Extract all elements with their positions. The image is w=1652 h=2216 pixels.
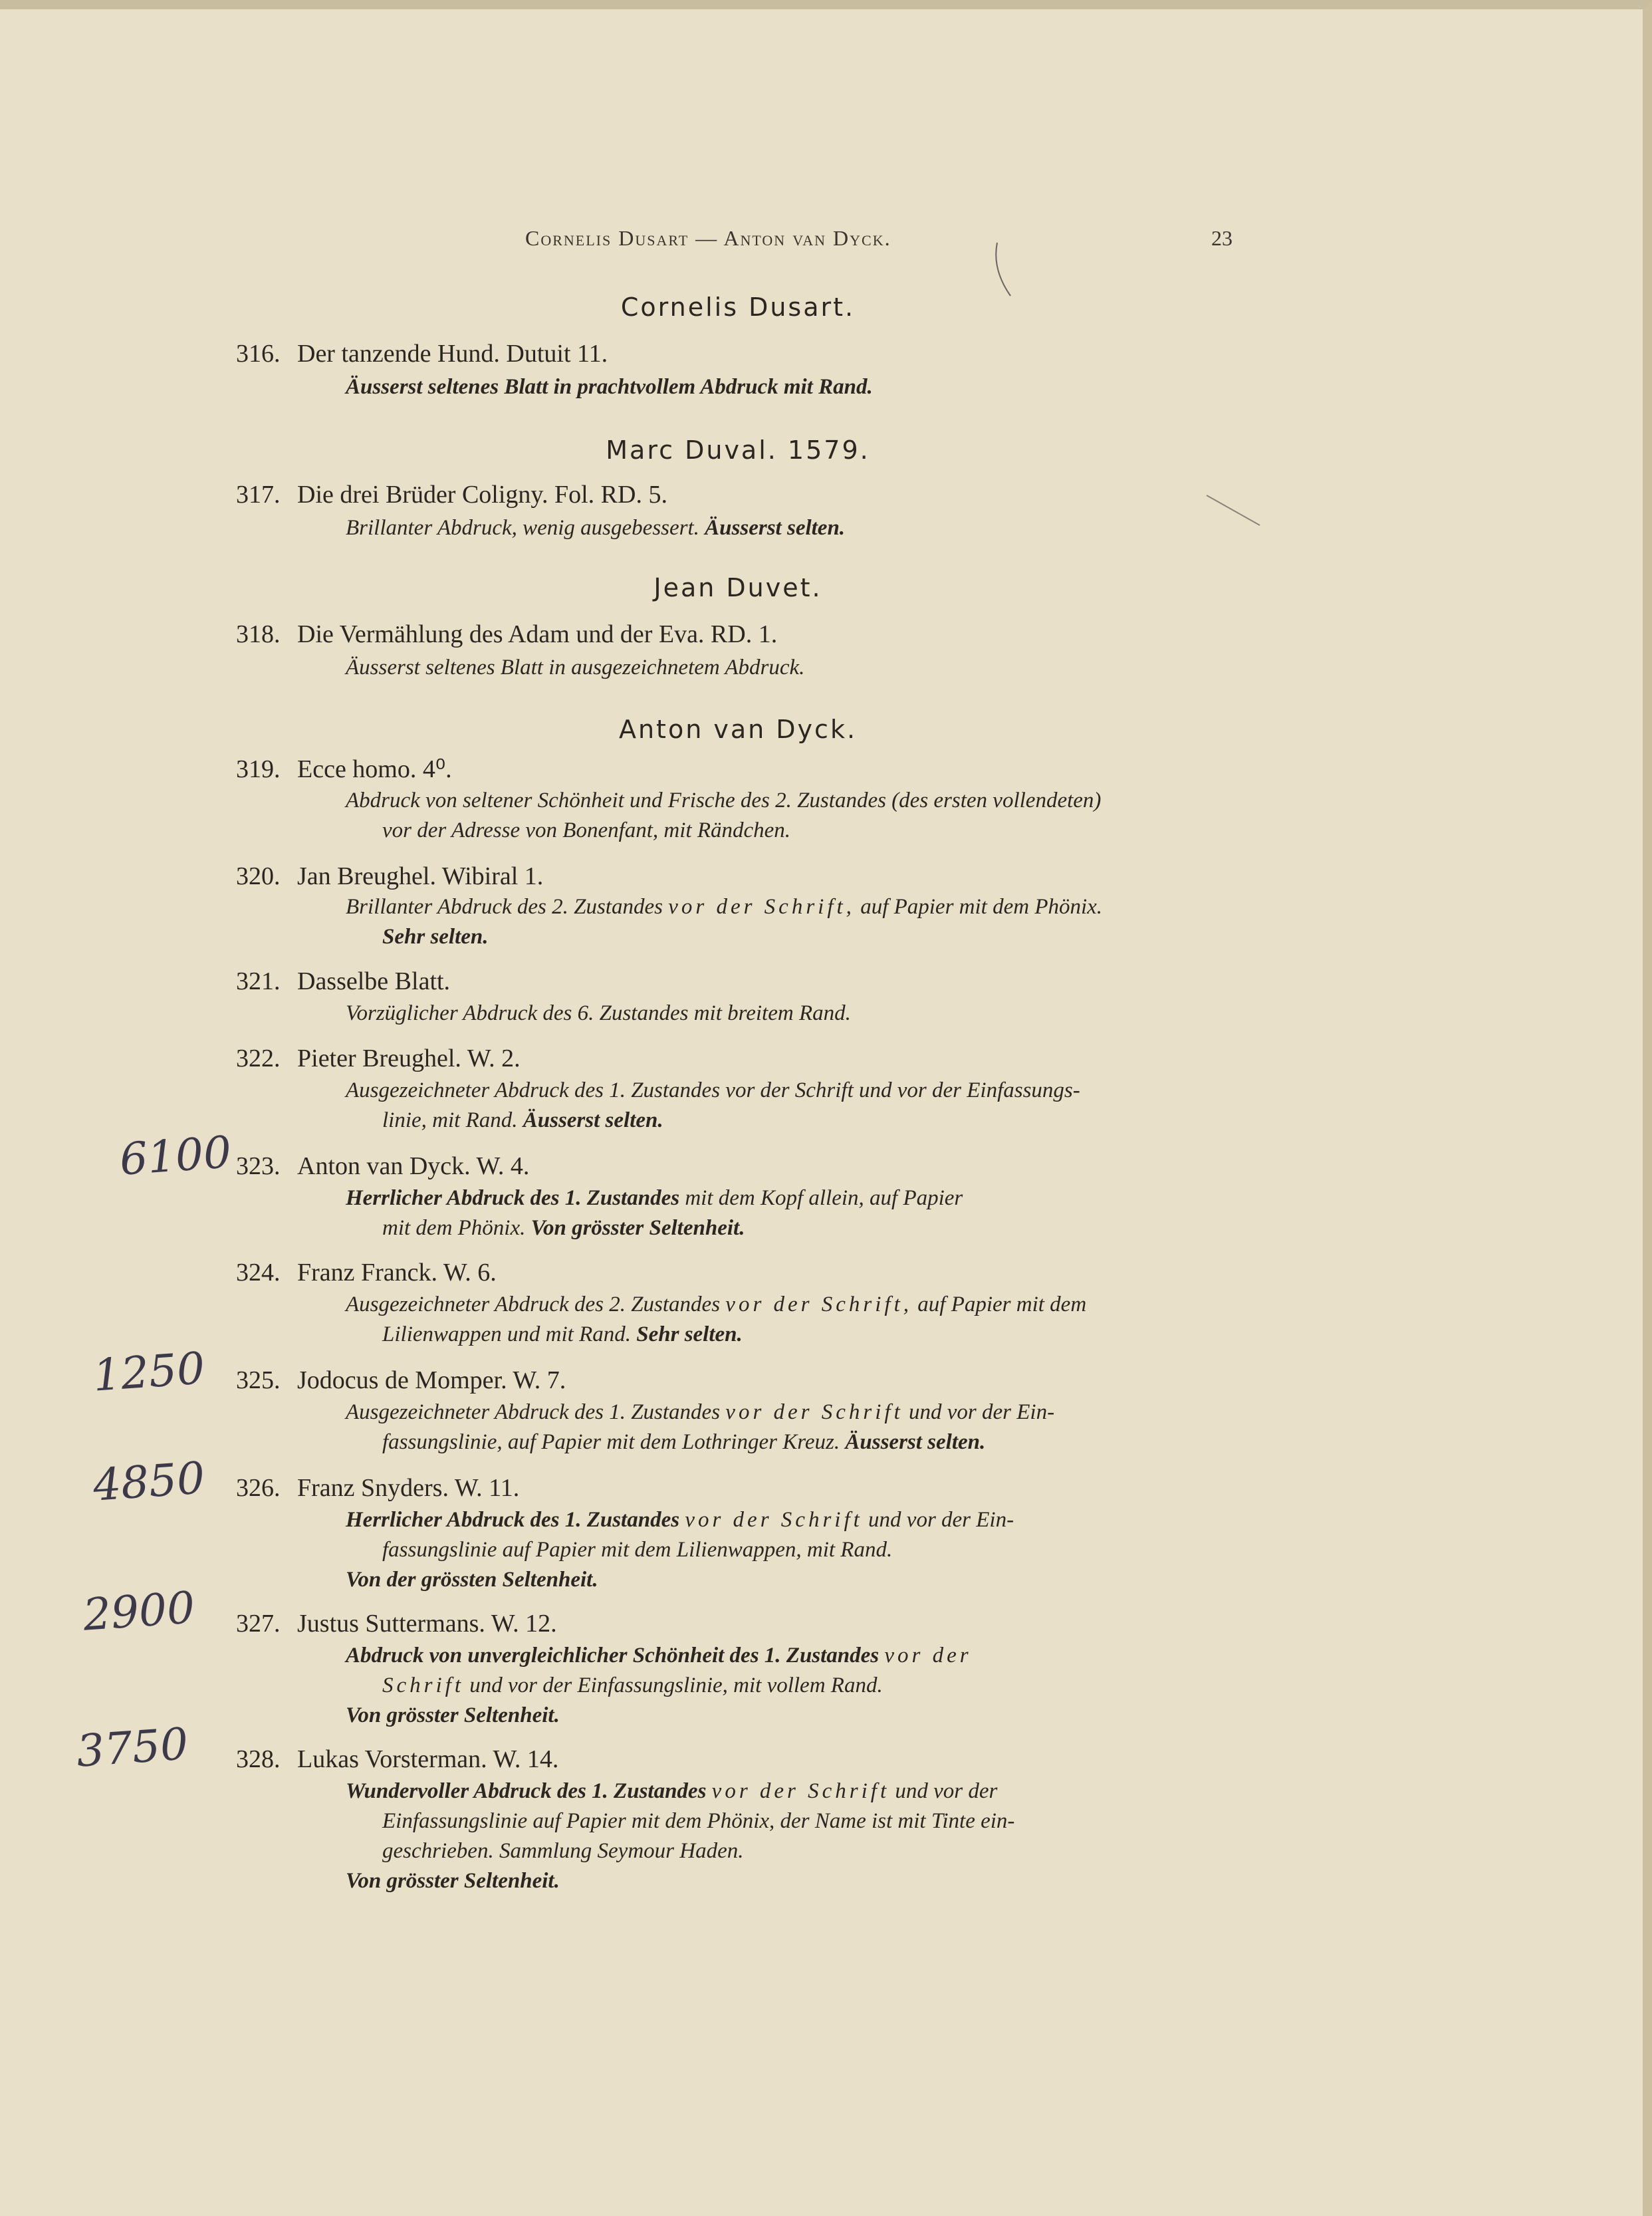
- entry-title: Justus Suttermans. W. 12.: [297, 1610, 557, 1638]
- desc-line: geschrieben. Sammlung Seymour Haden.: [382, 1839, 744, 1863]
- pencil-stroke-mark: [991, 239, 1017, 299]
- desc-line: fassungslinie auf Papier mit dem Lilienwappen, mit Rand.: [382, 1538, 893, 1562]
- desc-spaced: vor der Schrift: [725, 1400, 903, 1424]
- entry-number: 322.: [236, 1045, 281, 1072]
- entry-number: 317.: [236, 481, 281, 509]
- desc-line: Ausgezeichneter Abdruck des 1. Zustandes vor der Schrift und vor der Einfassungs-: [346, 1078, 1080, 1102]
- entry-323-title: [236, 1152, 529, 1181]
- desc-line-wrap: [346, 1671, 1237, 1701]
- desc-line: und vor der: [895, 1779, 998, 1803]
- entry-322-title: [236, 1044, 521, 1073]
- entry-number: 320.: [236, 862, 281, 890]
- entry-title: Ecce homo. 4⁰.: [297, 755, 452, 783]
- desc-emphasis: Von grösster Seltenheit.: [531, 1216, 745, 1240]
- section-heading-duval: Marc Duval. 1579.: [606, 435, 870, 465]
- desc-line: Einfassungslinie auf Papier mit dem Phönix, der Name ist mit Tinte ein-: [382, 1809, 1015, 1833]
- desc-emphasis: Von der grössten Seltenheit.: [346, 1568, 598, 1592]
- desc-spaced: vor der Schrift,: [668, 895, 855, 919]
- section-heading-dusart: Cornelis Dusart.: [620, 293, 856, 322]
- desc-line: und vor der Ein-: [909, 1400, 1055, 1424]
- desc-emphasis: Sehr selten.: [636, 1322, 743, 1346]
- entry-321-description: [346, 999, 1237, 1029]
- desc-line: mit dem Phönix.: [382, 1216, 526, 1240]
- entry-number: 321.: [236, 967, 281, 995]
- entry-326-title: [236, 1473, 519, 1503]
- entry-328-title: [236, 1745, 558, 1774]
- desc-line: linie, mit Rand.: [382, 1108, 518, 1132]
- entry-327-title: [236, 1609, 557, 1638]
- entry-317-title: [236, 480, 667, 509]
- entry-316-description: [346, 372, 1237, 402]
- entry-title: Franz Franck. W. 6.: [297, 1259, 497, 1287]
- entry-title: Jodocus de Momper. W. 7.: [297, 1366, 566, 1394]
- desc-emphasis: Von grösster Seltenheit.: [346, 1869, 560, 1893]
- desc-line: Brillanter Abdruck, wenig ausgebessert.: [346, 516, 699, 540]
- entry-title: Der tanzende Hund. Dutuit 11.: [297, 340, 608, 368]
- desc-line-wrap: [346, 1106, 1237, 1136]
- desc-emphasis: Herrlicher Abdruck des 1. Zustandes: [346, 1508, 680, 1532]
- desc-spaced: vor der Schrift: [711, 1779, 890, 1803]
- entry-316-title: [236, 339, 608, 368]
- section-heading-dyck: Anton van Dyck.: [618, 715, 858, 744]
- desc-emphasis: Von grösster Seltenheit.: [346, 1703, 560, 1727]
- entry-322-description: [346, 1076, 1237, 1136]
- entry-number: 318.: [236, 620, 281, 648]
- entry-title: Anton van Dyck. W. 4.: [297, 1152, 530, 1180]
- desc-line: und vor der Einfassungslinie, mit vollem Rand.: [469, 1673, 883, 1697]
- page-number: 23: [1211, 226, 1233, 250]
- desc-line-wrap: [346, 1320, 1237, 1350]
- desc-emphasis: Wundervoller Abdruck des 1. Zustandes: [346, 1779, 707, 1803]
- entry-title: Lukas Vorsterman. W. 14.: [297, 1745, 559, 1773]
- entry-title: Franz Snyders. W. 11.: [297, 1474, 520, 1502]
- entry-number: 316.: [236, 340, 281, 368]
- desc-emphasis: Äusserst selten.: [845, 1430, 986, 1454]
- section-heading-duvet: Jean Duvet.: [653, 573, 822, 602]
- entry-326-description: [346, 1505, 1237, 1595]
- entry-number: 326.: [236, 1474, 281, 1502]
- running-head: [0, 226, 1652, 259]
- desc-line: mit dem Kopf allein, auf Papier: [685, 1186, 963, 1210]
- handwritten-price-323: 6100: [118, 1126, 233, 1185]
- desc-line: auf Papier mit dem Phönix.: [860, 895, 1103, 919]
- desc-emphasis: Äusserst selten.: [523, 1108, 663, 1132]
- desc-emphasis: Abdruck von unvergleichlicher Schönheit des 1. Zustandes: [346, 1644, 880, 1667]
- entry-317-description: [346, 513, 1237, 543]
- entry-title: Die drei Brüder Coligny. Fol. RD. 5.: [297, 481, 667, 509]
- entry-324-title: [236, 1258, 497, 1287]
- entry-number: 328.: [236, 1745, 281, 1773]
- entry-321-title: [236, 967, 450, 996]
- entry-number: 325.: [236, 1366, 281, 1394]
- desc-line: Ausgezeichneter Abdruck des 2. Zustandes: [346, 1293, 721, 1316]
- desc-line: Brillanter Abdruck des 2. Zustandes: [346, 895, 663, 919]
- handwritten-price-326: 4850: [91, 1452, 207, 1511]
- entry-319-title: [236, 754, 452, 784]
- desc-line-wrap: [346, 1427, 1237, 1457]
- entry-328-description: [346, 1777, 1237, 1896]
- handwritten-price-325: 1250: [91, 1342, 207, 1402]
- desc-line: fassungslinie, auf Papier mit dem Lothringer Kreuz.: [382, 1430, 840, 1454]
- entry-title: Pieter Breughel. W. 2.: [297, 1045, 521, 1072]
- desc-line: und vor der Ein-: [868, 1508, 1014, 1532]
- entry-number: 327.: [236, 1610, 281, 1638]
- desc-line: auf Papier mit dem: [917, 1293, 1087, 1316]
- entry-title: Die Vermählung des Adam und der Eva. RD. 1.: [297, 620, 778, 648]
- desc-line: Abdruck von seltener Schönheit und Frische des 2. Zustandes (des ersten vollendeten): [346, 789, 1102, 812]
- desc-spaced: Schrift: [382, 1673, 464, 1697]
- desc-spaced: vor der: [884, 1644, 972, 1667]
- desc-emphasis: Äusserst selten.: [705, 516, 846, 540]
- entry-title: Dasselbe Blatt.: [297, 967, 451, 995]
- entry-325-description: [346, 1398, 1237, 1457]
- entry-324-description: [346, 1290, 1237, 1350]
- entry-325-title: [236, 1366, 566, 1395]
- desc-spaced: vor der Schrift: [685, 1508, 863, 1532]
- entry-number: 323.: [236, 1152, 281, 1180]
- entry-327-description: [346, 1641, 1237, 1731]
- desc-line: Lilienwappen und mit Rand.: [382, 1322, 631, 1346]
- entry-319-description: [346, 786, 1237, 846]
- desc-line: Vorzüglicher Abdruck des 6. Zustandes mit breitem Rand.: [346, 1001, 851, 1025]
- entry-323-description: [346, 1183, 1237, 1243]
- desc-line: vor der Adresse von Bonenfant, mit Rändchen.: [382, 818, 791, 842]
- entry-318-title: [236, 620, 777, 649]
- entry-318-description: [346, 653, 1237, 683]
- handwritten-price-328: 3750: [74, 1718, 190, 1777]
- entry-number: 324.: [236, 1259, 281, 1287]
- desc-line: Ausgezeichneter Abdruck des 1. Zustandes: [346, 1400, 721, 1424]
- handwritten-price-327: 2900: [81, 1582, 197, 1641]
- desc-emphasis: Sehr selten.: [382, 925, 489, 949]
- entry-title: Jan Breughel. Wibiral 1.: [297, 862, 544, 890]
- desc-line-wrap: [346, 1213, 1237, 1243]
- desc-line: Äusserst seltenes Blatt in ausgezeichnetem Abdruck.: [346, 656, 805, 679]
- desc-line: Äusserst seltenes Blatt in prachtvollem Abdruck mit Rand.: [346, 375, 873, 399]
- desc-spaced: vor der Schrift,: [725, 1293, 913, 1316]
- desc-emphasis: Herrlicher Abdruck des 1. Zustandes: [346, 1186, 680, 1210]
- running-head-title: Cornelis Dusart — Anton van Dyck.: [525, 226, 891, 250]
- entry-320-description: [346, 892, 1237, 952]
- entry-320-title: [236, 862, 543, 891]
- entry-number: 319.: [236, 755, 281, 783]
